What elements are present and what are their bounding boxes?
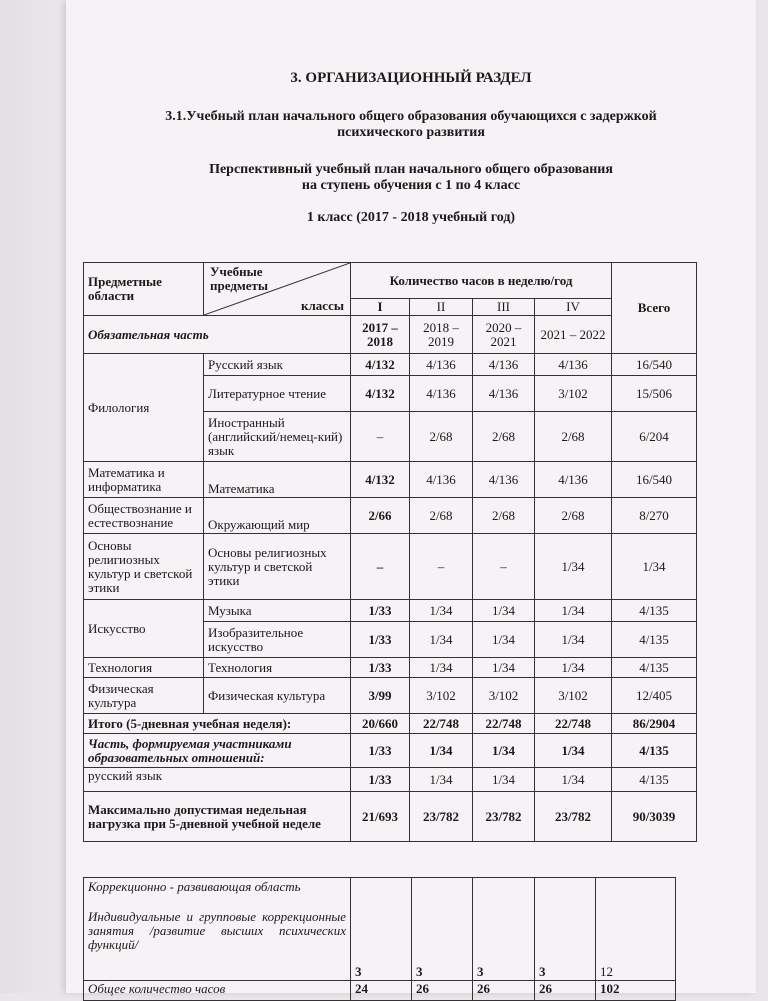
subsection-title-line1: 3.1.Учебный план начального общего образования обучающихся с задержкой (165, 109, 657, 124)
value-cell: 4/132 (351, 462, 410, 498)
table-row (84, 534, 697, 600)
value-cell: 4/136 (410, 354, 473, 376)
plan-title-line1: Перспективный учебный план начального общего образования (209, 162, 613, 177)
value-cell: 1/34 (473, 622, 535, 658)
header-hours: Количество часов в неделю/год (351, 263, 612, 299)
correction-description: Индивидуальные и групповые коррекционные занятия /развитие высших психических функций/ (88, 909, 346, 952)
value-cell: 3 (473, 878, 535, 981)
total-cell: 90/3039 (612, 792, 697, 842)
total-cell: 4/135 (612, 622, 697, 658)
value-cell: 26 (412, 981, 473, 1001)
section-title: 3. ОРГАНИЗАЦИОННЫЙ РАЗДЕЛ (290, 70, 532, 86)
correction-title: Коррекционно - развивающая область (88, 879, 301, 894)
value-cell: 1/34 (473, 600, 535, 622)
value-cell: – (473, 534, 535, 600)
area-cell: Основы религиозных культур и светской этики (84, 534, 204, 600)
value-cell: 4/136 (535, 354, 612, 376)
value-cell: 2/68 (535, 498, 612, 534)
header-year-1: 2017 – 2018 (351, 316, 410, 354)
subject-cell: Музыка (204, 600, 351, 622)
subsection-title-line2: психического развития (337, 125, 485, 140)
value-cell: 20/660 (351, 714, 410, 734)
total-hours-label: Общее количество часов (84, 981, 351, 1001)
subject-cell: Изобразительное искусство (204, 622, 351, 658)
area-cell: Обществознание и естествознание (84, 498, 204, 534)
header-grade-4: IV (535, 299, 612, 316)
value-cell: 2/68 (535, 412, 612, 462)
value-cell: 2/68 (410, 412, 473, 462)
total-cell: 16/540 (612, 354, 697, 376)
value-cell: 3/102 (535, 376, 612, 412)
value-cell: 1/34 (535, 622, 612, 658)
total-cell: 4/135 (612, 600, 697, 622)
total-hours-row (84, 981, 676, 1001)
value-cell: 1/33 (351, 734, 410, 768)
total-cell: 16/540 (612, 462, 697, 498)
total-cell: 4/135 (612, 658, 697, 678)
subject-cell: Основы религиозных культур и светской этики (204, 534, 351, 600)
subject-cell: Технология (204, 658, 351, 678)
correction-row (84, 878, 676, 981)
table-row (84, 462, 697, 498)
value-cell: 24 (351, 981, 412, 1001)
mandatory-part-label: Обязательная часть (84, 316, 351, 354)
value-cell: 23/782 (535, 792, 612, 842)
value-cell: 1/34 (535, 600, 612, 622)
value-cell: 22/748 (410, 714, 473, 734)
subject-cell: Окружающий мир (204, 498, 351, 534)
header-grade-3: III (473, 299, 535, 316)
value-cell: 1/34 (410, 622, 473, 658)
plan-title (66, 162, 756, 194)
value-cell: 1/34 (473, 734, 535, 768)
russian-row-label: русский язык (84, 768, 351, 792)
header-grade-1: I (351, 299, 410, 316)
value-cell: 3/102 (473, 678, 535, 714)
correction-table (83, 877, 676, 1001)
max-load-label: Максимально допустимая недельная нагрузка при 5-дневной учебной неделе (84, 792, 351, 842)
value-cell: – (351, 534, 410, 600)
plan-title-line2: на ступень обучения с 1 по 4 класс (301, 178, 521, 193)
subject-cell: Математика (204, 462, 351, 498)
value-cell: 1/34 (410, 658, 473, 678)
value-cell: 2/68 (473, 498, 535, 534)
area-cell: Искусство (84, 600, 204, 658)
value-cell: 23/782 (410, 792, 473, 842)
value-cell: 1/33 (351, 658, 410, 678)
value-cell: 1/34 (535, 734, 612, 768)
total-cell: 6/204 (612, 412, 697, 462)
value-cell: 22/748 (535, 714, 612, 734)
year-title: 1 класс (2017 - 2018 учебный год) (306, 210, 516, 225)
subsection-title (66, 109, 756, 141)
value-cell: 1/34 (473, 768, 535, 792)
value-cell: 4/136 (473, 462, 535, 498)
total-cell: 15/506 (612, 376, 697, 412)
value-cell: – (410, 534, 473, 600)
value-cell: 2/68 (473, 412, 535, 462)
area-cell: Физическая культура (84, 678, 204, 714)
total-cell: 4/135 (612, 768, 697, 792)
value-cell: 21/693 (351, 792, 410, 842)
value-cell: 26 (473, 981, 535, 1001)
table-row (84, 678, 697, 714)
russian-row (84, 768, 697, 792)
value-cell: 3 (535, 878, 596, 981)
value-cell: 3 (412, 878, 473, 981)
value-cell: 1/34 (535, 658, 612, 678)
value-cell: 1/33 (351, 622, 410, 658)
header-year-2: 2018 – 2019 (410, 316, 473, 354)
value-cell: – (351, 412, 410, 462)
table-row (84, 354, 697, 376)
value-cell: 1/34 (410, 734, 473, 768)
total-row-label: Итого (5-дневная учебная неделя): (84, 714, 351, 734)
value-cell: 1/34 (410, 768, 473, 792)
value-cell: 26 (535, 981, 596, 1001)
value-cell: 22/748 (473, 714, 535, 734)
subject-cell: Иностранный (английский/немец-кий) язык (204, 412, 351, 462)
value-cell: 2/68 (410, 498, 473, 534)
value-cell: 4/136 (473, 376, 535, 412)
subject-cell: Русский язык (204, 354, 351, 376)
subject-cell: Литературное чтение (204, 376, 351, 412)
header-year-3: 2020 – 2021 (473, 316, 535, 354)
value-cell: 2/66 (351, 498, 410, 534)
area-cell: Филология (84, 354, 204, 462)
page-margin (0, 0, 66, 993)
value-cell: 3/102 (410, 678, 473, 714)
value-cell: 23/782 (473, 792, 535, 842)
formed-part-row (84, 734, 697, 768)
total-cell: 86/2904 (612, 714, 697, 734)
formed-part-label: Часть, формируемая участниками образовательных отношений: (84, 734, 351, 768)
value-cell: 4/132 (351, 376, 410, 412)
table-row (84, 600, 697, 622)
table-row (84, 498, 697, 534)
subject-cell: Физическая культура (204, 678, 351, 714)
total-cell: 1/34 (612, 534, 697, 600)
value-cell: 4/136 (473, 354, 535, 376)
header-grade-2: II (410, 299, 473, 316)
value-cell: 4/136 (535, 462, 612, 498)
value-cell: 3/102 (535, 678, 612, 714)
header-year-4: 2021 – 2022 (535, 316, 612, 354)
value-cell: 4/136 (410, 376, 473, 412)
value-cell: 1/34 (535, 768, 612, 792)
value-cell: 1/33 (351, 600, 410, 622)
total-cell: 12/405 (612, 678, 697, 714)
total-cell: 102 (596, 981, 676, 1001)
header-subjects: Учебные предметы (210, 264, 269, 293)
total-cell: 8/270 (612, 498, 697, 534)
value-cell: 4/136 (410, 462, 473, 498)
total-row (84, 714, 697, 734)
correction-desc-cell (84, 878, 351, 981)
total-cell: 4/135 (612, 734, 697, 768)
curriculum-table (83, 262, 697, 842)
max-load-row (84, 792, 697, 842)
value-cell: 1/34 (535, 534, 612, 600)
header-total: Всего (612, 263, 697, 354)
header-subjects-classes (204, 263, 351, 316)
value-cell: 1/33 (351, 768, 410, 792)
header-areas: Предметные области (84, 263, 204, 316)
value-cell: 3/99 (351, 678, 410, 714)
value-cell: 3 (351, 878, 412, 981)
value-cell: 1/34 (410, 600, 473, 622)
area-cell: Технология (84, 658, 204, 678)
header-classes: классы (301, 298, 344, 313)
value-cell: 1/34 (473, 658, 535, 678)
total-cell: 12 (596, 878, 676, 981)
table-row (84, 658, 697, 678)
area-cell: Математика и информатика (84, 462, 204, 498)
value-cell: 4/132 (351, 354, 410, 376)
